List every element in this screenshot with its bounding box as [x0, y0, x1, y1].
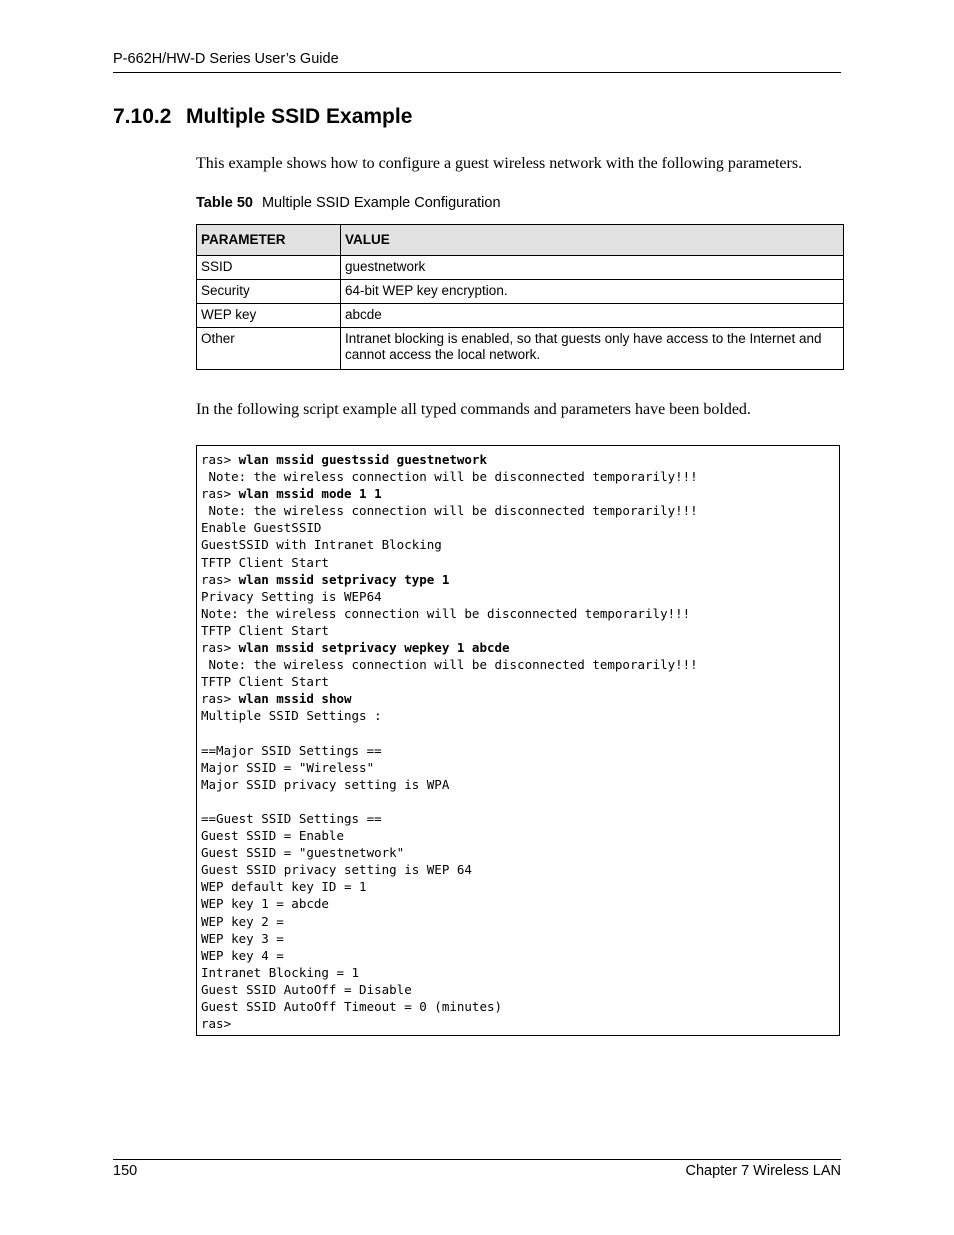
- code-line: [201, 639, 839, 656]
- code-line: Note: the wireless connection will be disconnected temporarily!!!: [201, 657, 698, 673]
- code-line: ==Guest SSID Settings ==: [201, 810, 382, 826]
- code-line: Multiple SSID Settings :: [201, 708, 382, 724]
- code-line: Enable GuestSSID: [201, 520, 322, 536]
- code-line: [201, 725, 839, 742]
- table-header-row: [197, 225, 844, 256]
- typed-command: wlan mssid setprivacy type 1: [238, 571, 450, 587]
- code-line: [201, 793, 839, 810]
- code-line: Privacy Setting is WEP64: [201, 588, 382, 604]
- page-footer: [113, 1159, 841, 1179]
- code-line: Guest SSID = "guestnetwork": [201, 845, 405, 861]
- code-line: TFTP Client Start: [201, 622, 329, 638]
- code-line: [201, 451, 839, 468]
- typed-command: wlan mssid setprivacy wepkey 1 abcde: [238, 640, 510, 656]
- typed-command: wlan mssid guestssid guestnetwork: [238, 452, 487, 467]
- code-line: Major SSID privacy setting is WPA: [201, 776, 450, 792]
- parameter-cell: WEP key: [197, 304, 341, 328]
- parameter-table: [196, 224, 844, 370]
- section-heading: [113, 105, 412, 129]
- code-line: Intranet Blocking = 1: [201, 964, 360, 980]
- code-line: TFTP Client Start: [201, 554, 329, 570]
- code-line: Guest SSID = Enable: [201, 828, 344, 844]
- page-number: 150: [113, 1163, 138, 1179]
- intro-paragraph: This example shows how to configure a guest wireless network with the following parameters.: [196, 155, 803, 172]
- code-line: [201, 690, 839, 707]
- value-cell: guestnetwork: [341, 256, 844, 280]
- parameter-cell: SSID: [197, 256, 341, 280]
- code-line: Major SSID = "Wireless": [201, 759, 375, 775]
- code-line: Note: the wireless connection will be disconnected temporarily!!!: [201, 503, 698, 519]
- code-line: WEP key 3 =: [201, 930, 284, 946]
- typed-command: wlan mssid mode 1 1: [238, 486, 382, 502]
- code-line: Guest SSID privacy setting is WEP 64: [201, 862, 472, 878]
- script-code: [197, 446, 839, 1032]
- code-line: ras>: [201, 1016, 232, 1032]
- code-line: WEP key 1 = abcde: [201, 896, 329, 912]
- code-line: WEP key 4 =: [201, 947, 284, 963]
- parameter-cell: Security: [197, 280, 341, 304]
- code-line: TFTP Client Start: [201, 674, 329, 690]
- script-example-box: [196, 445, 840, 1036]
- prompt: ras>: [201, 486, 239, 502]
- section-title: Multiple SSID Example: [186, 105, 413, 128]
- chapter-name: Chapter 7 Wireless LAN: [685, 1163, 841, 1179]
- table-caption: [196, 195, 501, 211]
- code-line: Guest SSID AutoOff = Disable: [201, 981, 412, 997]
- column-header-parameter: PARAMETER: [197, 225, 341, 256]
- code-line: ==Major SSID Settings ==: [201, 742, 382, 758]
- table-caption-text: Multiple SSID Example Configuration: [261, 195, 501, 211]
- table-row: [197, 256, 844, 280]
- column-header-value: VALUE: [341, 225, 844, 256]
- page-header: [113, 51, 841, 73]
- prompt: ras>: [201, 571, 239, 587]
- table-row: [197, 304, 844, 328]
- parameter-cell: Other: [197, 328, 341, 370]
- code-line: [201, 485, 839, 502]
- script-intro-paragraph: In the following script example all typed commands and parameters have been bolded.: [196, 401, 751, 418]
- table-row: [197, 328, 844, 370]
- value-cell: 64-bit WEP key encryption.: [341, 280, 844, 304]
- section-number: 7.10.2: [113, 105, 172, 128]
- value-cell: Intranet blocking is enabled, so that guests only have access to the Internet and cannot access the local network.: [341, 328, 844, 370]
- code-line: Note: the wireless connection will be disconnected temporarily!!!: [201, 605, 691, 621]
- prompt: ras>: [201, 640, 239, 656]
- guide-title: P-662H/HW-D Series User’s Guide: [113, 51, 339, 67]
- typed-command: wlan mssid show: [238, 691, 352, 707]
- code-line: WEP key 2 =: [201, 913, 284, 929]
- code-line: [201, 571, 839, 588]
- prompt: ras>: [201, 452, 239, 467]
- value-cell: abcde: [341, 304, 844, 328]
- code-line: GuestSSID with Intranet Blocking: [201, 537, 442, 553]
- code-line: WEP default key ID = 1: [201, 879, 367, 895]
- code-line: Note: the wireless connection will be disconnected temporarily!!!: [201, 469, 698, 485]
- table-caption-label: Table 50: [196, 195, 253, 211]
- prompt: ras>: [201, 691, 239, 707]
- table-row: [197, 280, 844, 304]
- code-line: Guest SSID AutoOff Timeout = 0 (minutes): [201, 999, 503, 1014]
